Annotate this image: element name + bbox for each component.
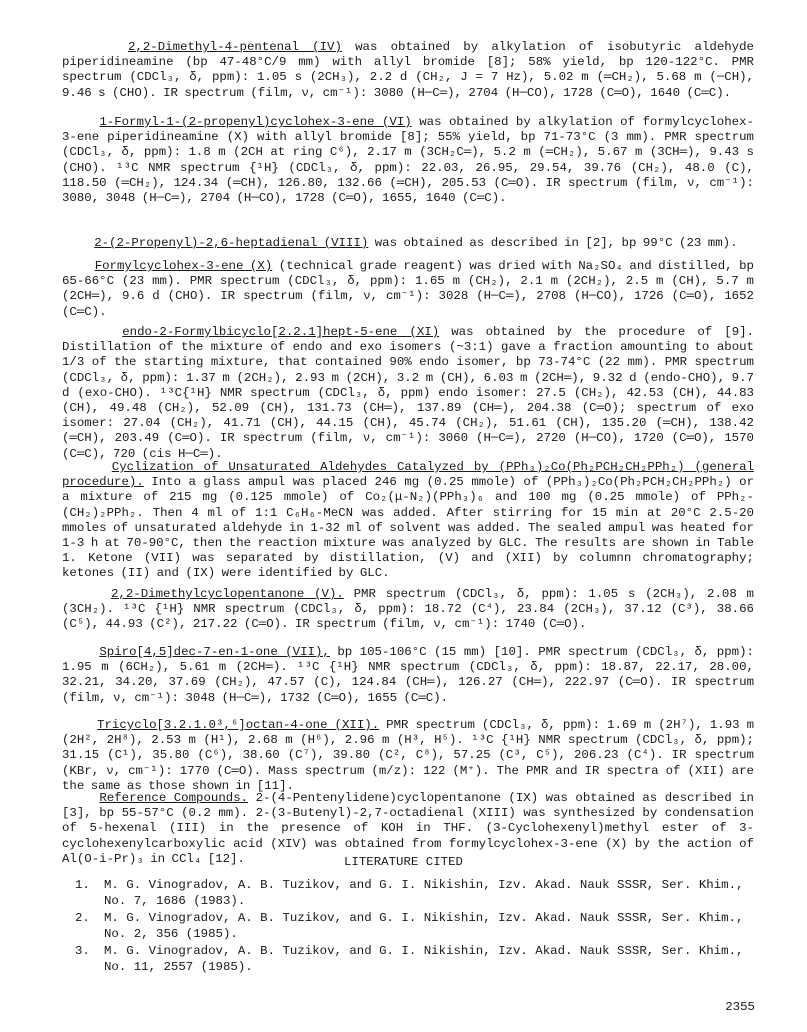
- paragraph-compound-vii: [62, 645, 754, 706]
- paragraph-body: bp 105-106°C (15 mm) [10]. PMR spectrum (CDCl₃, δ, ppm): 1.95 m (6CH₂), 5.61 m (2CH═). ¹³C {¹H} NMR spectrum (CDCl₃, δ, ppm): 18.87, 22.17, 28.00, 32.21, 34.20, 37.69 (CH₂), 47.57 (C), 124.84 (CH═), 126.27 (CH═), 222.97 (C═O). IR spectrum (film, ν, cm⁻¹): 3048 (H─C═), 1732 (C═O), 1655 (C═C).: [62, 645, 754, 705]
- paragraph-title: Spiro[4,5]dec-7-en-1-one (VII),: [99, 645, 330, 659]
- paragraph-body: was obtained by the procedure of [9]. Distillation of the mixture of endo and exo isomers (~3:1) gave a fraction amounting to about 1/3 of the starting mixture, that contained 90% endo isomer, bp 73-74°C (22 mm). PMR spectrum (CDCl₃, δ, ppm): 1.37 m (2CH₂), 2.93 m (2CH), 3.2 m (CH), 6.03 m (2CH═), 9.32 d (endo-CHO), 9.7 d (exo-CHO). ¹³C{¹H} NMR spectrum (CDCl₃, δ, ppm) endo isomer: 27.5 (CH₂), 42.53 (CH), 44.83 (CH), 49.48 (CH₂), 52.09 (CH), 131.73 (CH═), 137.89 (CH═), 204.38 (C═O); spectrum of exo isomer: 27.04 (CH₂), 41.71 (CH), 44.15 (CH), 45.74 (CH₂), 51.61 (CH), 135.20 (═CH), 138.42 (═CH), 203.49 (C═O). IR spectrum (film, ν, cm⁻¹): 3060 (H─C═), 2720 (H─CO), 1720 (C═O), 1570 (C═C), 720 (cis H─C═).: [62, 325, 755, 461]
- paragraph-title: Reference Compounds.: [99, 791, 249, 805]
- paragraph-compound-iv: [62, 40, 754, 101]
- paragraph-title: Cyclization of Unsaturated Aldehydes Catalyzed by (PPh₃)₂Co(Ph₂PCH₂CH₂PPh₂) (general procedure).: [62, 460, 754, 490]
- reference-item: [75, 910, 758, 942]
- literature-cited-heading: LITERATURE CITED: [344, 855, 463, 869]
- paragraph-title: 2-(2-Propenyl)-2,6-heptadienal (VIII): [94, 236, 369, 250]
- paragraph-title: 1-Formyl-1-(2-propenyl)cyclohex-3-ene (VI): [99, 115, 412, 129]
- paragraph-cyclization-procedure: [62, 460, 754, 582]
- paragraph-title: 2,2-Dimethylcyclopentanone (V).: [110, 587, 344, 601]
- paragraph-body: 2-(4-Pentenylidene)cyclopentanone (IX) was obtained as described in [3], bp 55-57°C (0.2 mm). 2-(3-Butenyl)-2,7-octadienal (XIII) was synthesized by condensation of 5-hexenal (III) in the presence of KOH in THF. (3-Cyclohexenyl)methyl ester of 3-cyclohexenylcarboxylic acid (XIV) was obtained from formylcyclohex-3-ene (X) by the action of Al(O-i-Pr)₃ in CCl₄ [12].: [62, 791, 754, 866]
- paragraph-compound-xi: [62, 325, 754, 462]
- reference-item: [75, 877, 758, 909]
- paragraph-body: PMR spectrum (CDCl₃, δ, ppm): 1.05 s (2CH₃), 2.08 m (3CH₂). ¹³C {¹H} NMR spectrum (CDCl₃, δ, ppm): 18.72 (C⁴), 23.84 (2CH₃), 37.12 (C³), 38.66 (C⁵), 44.93 (C²), 217.22 (C═O). IR spectrum (film, ν, cm⁻¹): 1740 (C═O).: [62, 587, 754, 632]
- reference-number: 1.: [75, 878, 90, 892]
- reference-number: 2.: [75, 911, 90, 925]
- reference-item: [75, 943, 758, 975]
- paragraph-body: was obtained by alkylation of isobutyric aldehyde piperidineamine (bp 47-48°C/9 mm) with allyl bromide [8]; 58% yield, bp 120-122°C. PMR spectrum (CDCl₃, δ, ppm): 1.05 s (2CH₃), 2.2 d (CH₂, J = 7 Hz), 5.02 m (═CH₂), 5.68 m (─CH), 9.46 s (CHO). IR spectrum (film, ν, cm⁻¹): 3080 (H─C═), 2704 (H─CO), 1728 (C═O), 1640 (C═C).: [62, 40, 754, 100]
- paragraph-title: endo-2-Formylbicyclo[2.2.1]hept-5-ene (XI): [122, 325, 440, 339]
- paragraph-body: Into a glass ampul was placed 246 mg (0.25 mmole) of (PPh₃)₂Co(Ph₂PCH₂CH₂PPh₂) or a mixture of 215 mg (0.125 mmole) of Co₂(μ-N₂)(PPh₃)₆ and 100 mg (0.25 mmole) of PPh₂-(CH₂)₂PPh₂. Then 4 ml of 1:1 C₆H₆-MeCN was added. After stirring for 15 min at 20°C 2.5-20 mmoles of unsaturated aldehyde in 1-32 ml of solvent was added. The sealed ampul was heated for 1-3 h at 70-90°C, then the reaction mixture was analyzed by GLC. The results are shown in Table 1. Ketone (VII) was separated by distillation, (V) and (XII) by columnn chromatography; ketones (II) and (IX) were identified by GLC.: [62, 475, 754, 581]
- paragraph-compound-v: [62, 587, 754, 633]
- paragraph-compound-vi: [62, 115, 754, 206]
- reference-text-continued: No. 7, 1686 (1983).: [104, 894, 246, 908]
- page-number: 2355: [725, 1000, 755, 1014]
- reference-number: 3.: [75, 944, 90, 958]
- paragraph-title: Formylcyclohex-3-ene (X): [94, 259, 273, 273]
- paragraph-compound-x: [62, 259, 754, 320]
- reference-text: M. G. Vinogradov, A. B. Tuzikov, and G. I. Nikishin, Izv. Akad. Nauk SSSR, Ser. Khim.,: [104, 911, 744, 925]
- paragraph-title: Tricyclo[3.2.1.0³,⁶]octan-4-one (XII).: [97, 718, 380, 732]
- paragraph-title: 2,2-Dimethyl-4-pentenal (IV): [127, 40, 342, 54]
- reference-text: M. G. Vinogradov, A. B. Tuzikov, and G. I. Nikishin, Izv. Akad. Nauk SSSR, Ser. Khim.,: [104, 878, 744, 892]
- paragraph-compound-viii: [62, 236, 754, 251]
- paragraph-body: was obtained as described in [2], bp 99°C (23 mm).: [368, 236, 738, 250]
- reference-text: M. G. Vinogradov, A. B. Tuzikov, and G. I. Nikishin, Izv. Akad. Nauk SSSR, Ser. Khim.,: [104, 944, 744, 958]
- reference-text-continued: No. 2, 356 (1985).: [104, 927, 238, 941]
- paragraph-body: (technical grade reagent) was dried with Na₂SO₄ and distilled, bp 65-66°C (23 mm). PMR spectrum (CDCl₃, δ, ppm): 1.65 m (CH₂), 2.1 m (2CH₂), 2.5 m (CH), 5.7 m (2CH═), 9.6 d (CHO). IR spectrum (film, ν, cm⁻¹): 3028 (H─C═), 2708 (H─CO), 1726 (C═O), 1652 (C═C).: [62, 259, 754, 319]
- paragraph-body: was obtained by alkylation of formylcyclohex-3-ene piperidineamine (X) with allyl bromide [8]; 55% yield, bp 71-73°C (3 mm). PMR spectrum (CDCl₃, δ, ppm): 1.8 m (2CH at ring C⁶), 2.17 m (3CH₂C═), 5.2 m (═CH₂), 5.67 m (3CH═), 9.43 s (CHO). ¹³C NMR spectrum {¹H} (CDCl₃, δ, ppm): 22.03, 26.95, 29.54, 39.76 (CH₂), 48.0 (C), 118.50 (═CH₂), 124.34 (═CH), 126.80, 132.66 (═CH), 205.53 (C═O). IR spectrum (film, ν, cm⁻¹): 3080, 3048 (H─C═), 2704 (H─CO), 1728 (C═O), 1655, 1640 (C═C).: [62, 115, 754, 206]
- paragraph-body: PMR spectrum (CDCl₃, δ, ppm): 1.69 m (2H⁷), 1.93 m (2H², 2H⁸), 2.53 m (H¹), 2.68 m (H⁶), 2.96 m (H³, H⁵). ¹³C {¹H} NMR spectrum (CDCl₃, δ, ppm); 31.15 (C¹), 35.80 (C⁶), 38.60 (C⁷), 39.80 (C², C⁸), 57.25 (C³, C⁵), 206.23 (C⁴). IR spectrum (KBr, ν, cm⁻¹): 1770 (C═O). Mass spectrum (m/z): 122 (M⁺). The PMR and IR spectra of (XII) are the same as those shown in [11].: [62, 718, 755, 793]
- paragraph-compound-xii: [62, 718, 754, 794]
- reference-text-continued: No. 11, 2557 (1985).: [104, 960, 253, 974]
